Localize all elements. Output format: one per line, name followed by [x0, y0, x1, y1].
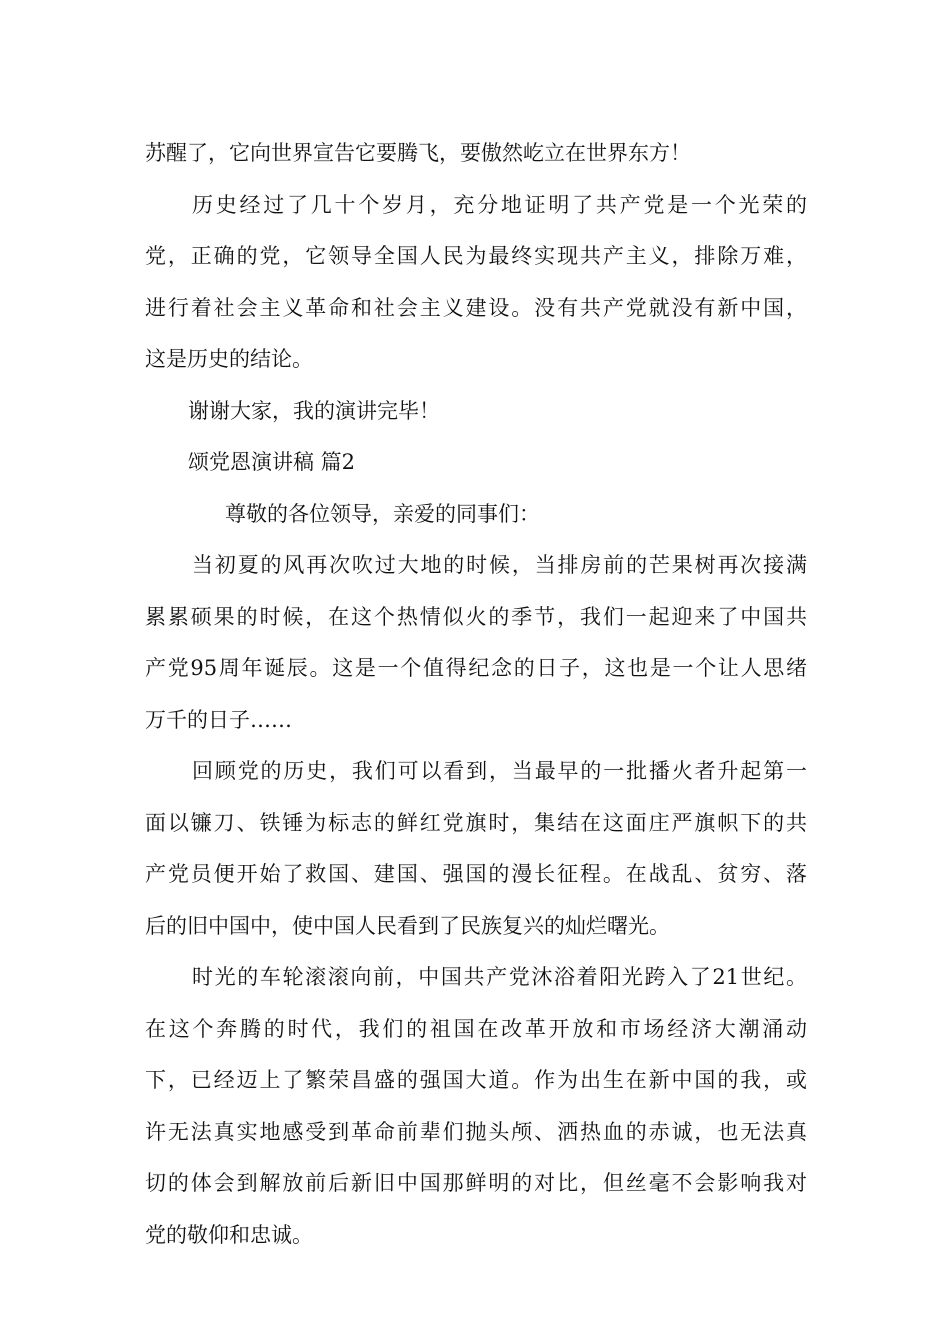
text-line: 党的敬仰和忠诚。 [145, 1222, 313, 1247]
text-line: 历史经过了几十个岁月，充分地证明了共产党是一个光荣的 [192, 192, 807, 217]
text-line: 产党95周年诞辰。这是一个值得纪念的日子，这也是一个让人思绪 [145, 656, 807, 680]
text-line: 时光的车轮滚滚向前，中国共产党沐浴着阳光跨入了21世纪。 [192, 965, 807, 989]
text-line: 切的体会到解放前后新旧中国那鲜明的对比，但丝毫不会影响我对 [145, 1171, 807, 1195]
text-line: 当初夏的风再次吹过大地的时候，当排房前的芒果树再次接满 [192, 553, 807, 577]
text-line: 后的旧中国中，使中国人民看到了民族复兴的灿烂曙光。 [145, 913, 670, 938]
text-line: 许无法真实地感受到革命前辈们抛头颅、洒热血的赤诚，也无法真 [145, 1119, 807, 1144]
text-line: 下，已经迈上了繁荣昌盛的强国大道。作为出生在新中国的我，或 [145, 1068, 807, 1092]
text-line: 累累硕果的时候，在这个热情似火的季节，我们一起迎来了中国共 [145, 604, 807, 629]
text-line: 这是历史的结论。 [145, 347, 313, 371]
text-line: 产党员便开始了救国、建国、强国的漫长征程。在战乱、贫穷、落 [145, 862, 807, 886]
document-body [145, 128, 807, 1261]
text-line: 在这个奔腾的时代，我们的祖国在改革开放和市场经济大潮涌动 [145, 1016, 807, 1041]
text-line: 回顾党的历史，我们可以看到，当最早的一批播火者升起第一 [192, 759, 807, 783]
text-line: 尊敬的各位领导，亲爱的同事们： [225, 501, 540, 526]
text-line: 谢谢大家，我的演讲完毕！ [188, 398, 440, 423]
text-line: 苏醒了，它向世界宣告它要腾飞，要傲然屹立在世界东方！ [145, 141, 691, 165]
text-line: 面以镰刀、铁锤为标志的鲜红党旗时，集结在这面庄严旗帜下的共 [145, 810, 807, 835]
text-line: 万千的日子…… [145, 707, 292, 732]
text-line: 党，正确的党，它领导全国人民为最终实现共产主义，排除万难， [145, 244, 807, 268]
text-line: 颂党恩演讲稿 篇2 [188, 450, 356, 474]
text-line: 进行着社会主义革命和社会主义建设。没有共产党就没有新中国， [145, 295, 807, 320]
